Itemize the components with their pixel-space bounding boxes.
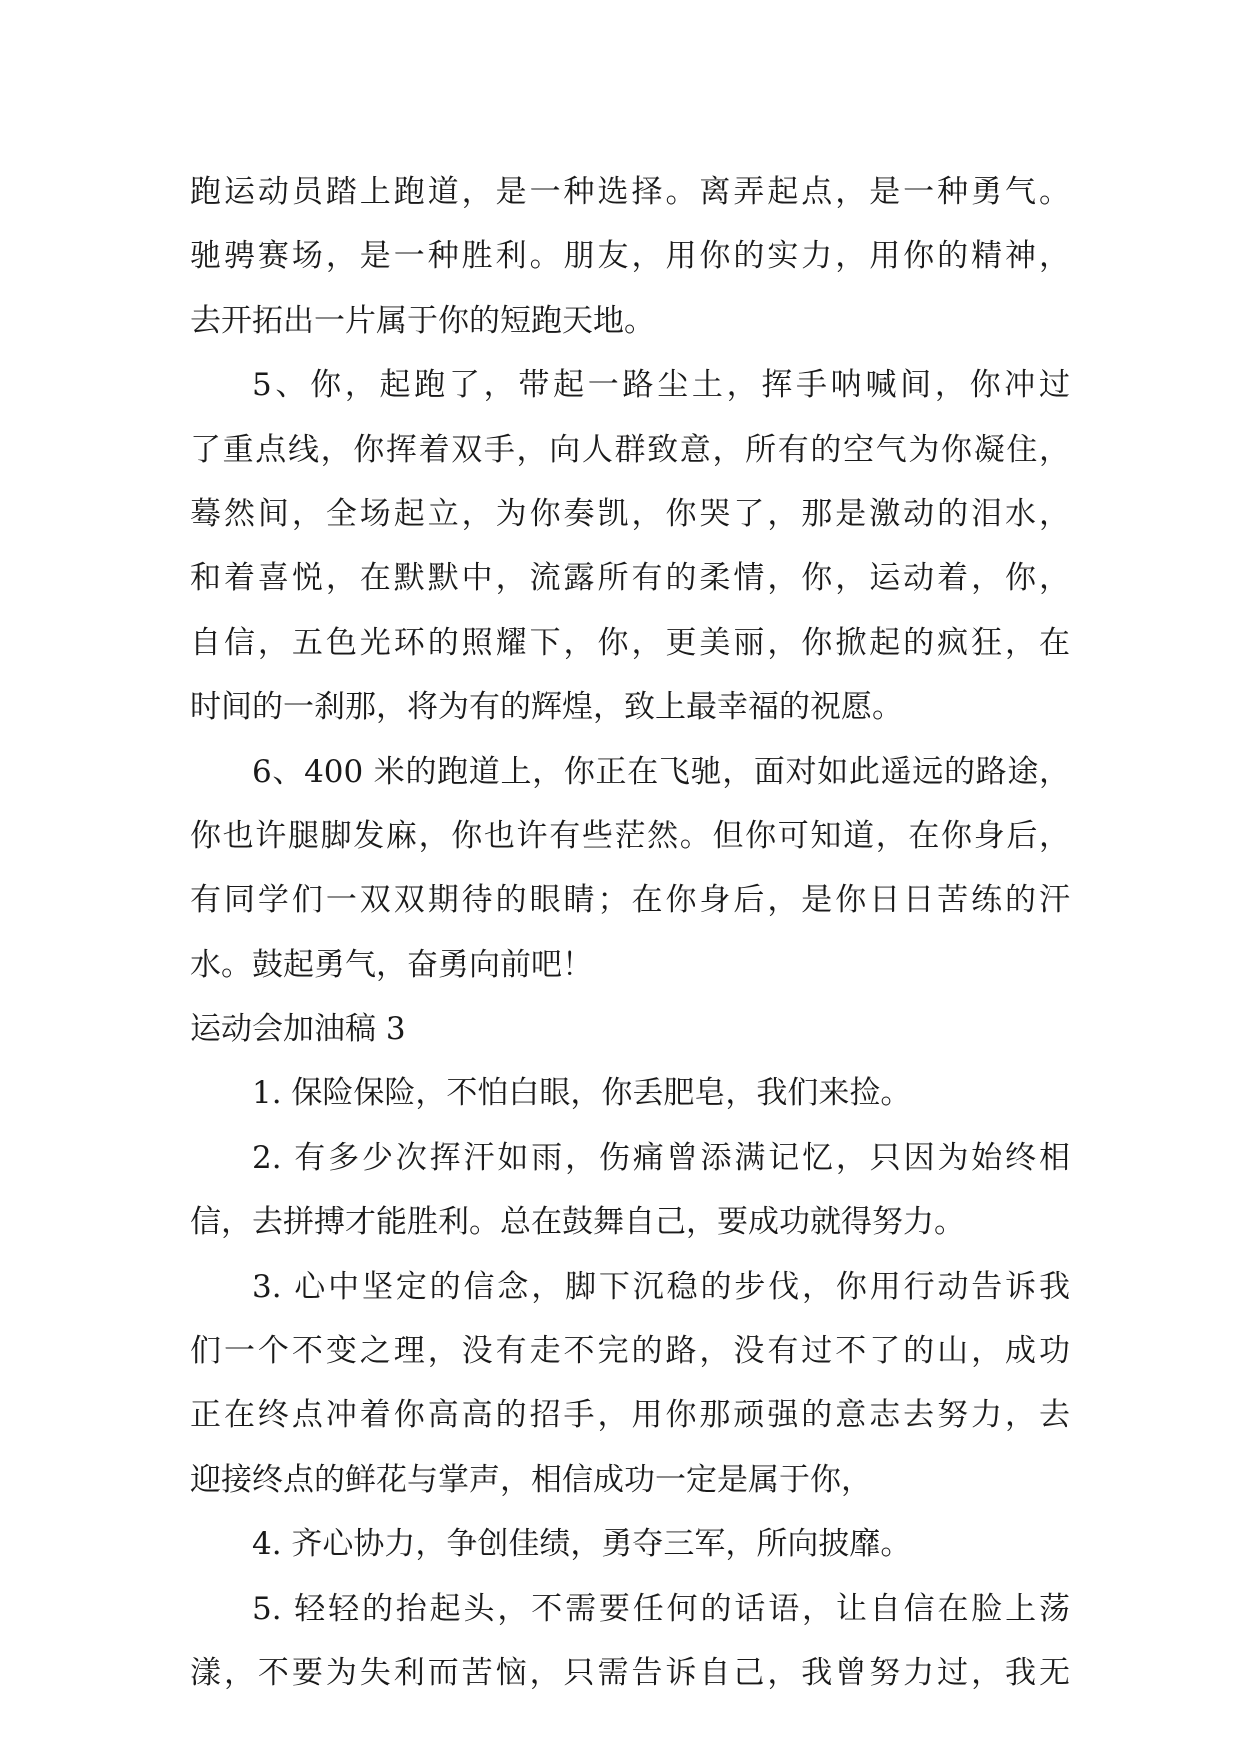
text-line: 3. 心中坚定的信念，脚下沉稳的步伐，你用行动告诉我 [252,1268,1070,1305]
text-line: 时间的一刹那，将为有的辉煌，致上最幸福的祝愿。 [190,689,903,726]
text-line: 5. 轻轻的抬起头，不需要任何的话语，让自信在脸上荡 [252,1590,1070,1627]
text-line: 5、你，起跑了，带起一路尘土，挥手呐喊间，你冲过 [252,367,1070,404]
text-line: 2. 有多少次挥汗如雨，伤痛曾添满记忆，只因为始终相 [252,1139,1070,1176]
text-line: 了重点线，你挥着双手，向人群致意，所有的空气为你凝住， [190,431,1070,468]
document-body [190,160,1070,1705]
text-line: 正在终点冲着你高高的招手，用你那顽强的意志去努力，去 [190,1397,1070,1434]
text-line: 和着喜悦，在默默中，流露所有的柔情，你，运动着，你， [190,560,1070,597]
text-line: 有同学们一双双期待的眼睛；在你身后，是你日日苦练的汗 [190,882,1070,919]
text-line: 跑运动员踏上跑道，是一种选择。离弄起点，是一种勇气。 [190,174,1070,210]
text-line: 蓦然间，全场起立，为你奏凯，你哭了，那是激动的泪水， [190,495,1070,532]
text-line: 自信，五色光环的照耀下，你，更美丽，你掀起的疯狂，在 [190,624,1070,661]
text-line: 去开拓出一片属于你的短跑天地。 [190,302,655,339]
text-line: 1. 保险保险，不怕白眼，你丢肥皂，我们来捡。 [252,1075,912,1112]
text-line: 迎接终点的鲜花与掌声，相信成功一定是属于你， [190,1461,872,1498]
text-line: 水。鼓起勇气，奋勇向前吧！ [190,946,593,983]
text-line: 6、400 米的跑道上，你正在飞驰，面对如此遥远的路途， [252,753,1070,790]
text-line: 们一个不变之理，没有走不完的路，没有过不了的山，成功 [190,1333,1070,1370]
text-line: 信，去拼搏才能胜利。总在鼓舞自己，要成功就得努力。 [190,1204,965,1241]
text-line: 4. 齐心协力，争创佳绩，勇夺三军，所向披靡。 [252,1526,912,1563]
text-line: 漾，不要为失利而苦恼，只需告诉自己，我曾努力过，我无 [190,1654,1070,1691]
text-line: 你也许腿脚发麻，你也许有些茫然。但你可知道，在你身后， [190,817,1070,854]
text-line: 驰骋赛场，是一种胜利。朋友，用你的实力，用你的精神， [190,238,1070,275]
section-heading: 运动会加油稿 3 [190,1011,406,1048]
